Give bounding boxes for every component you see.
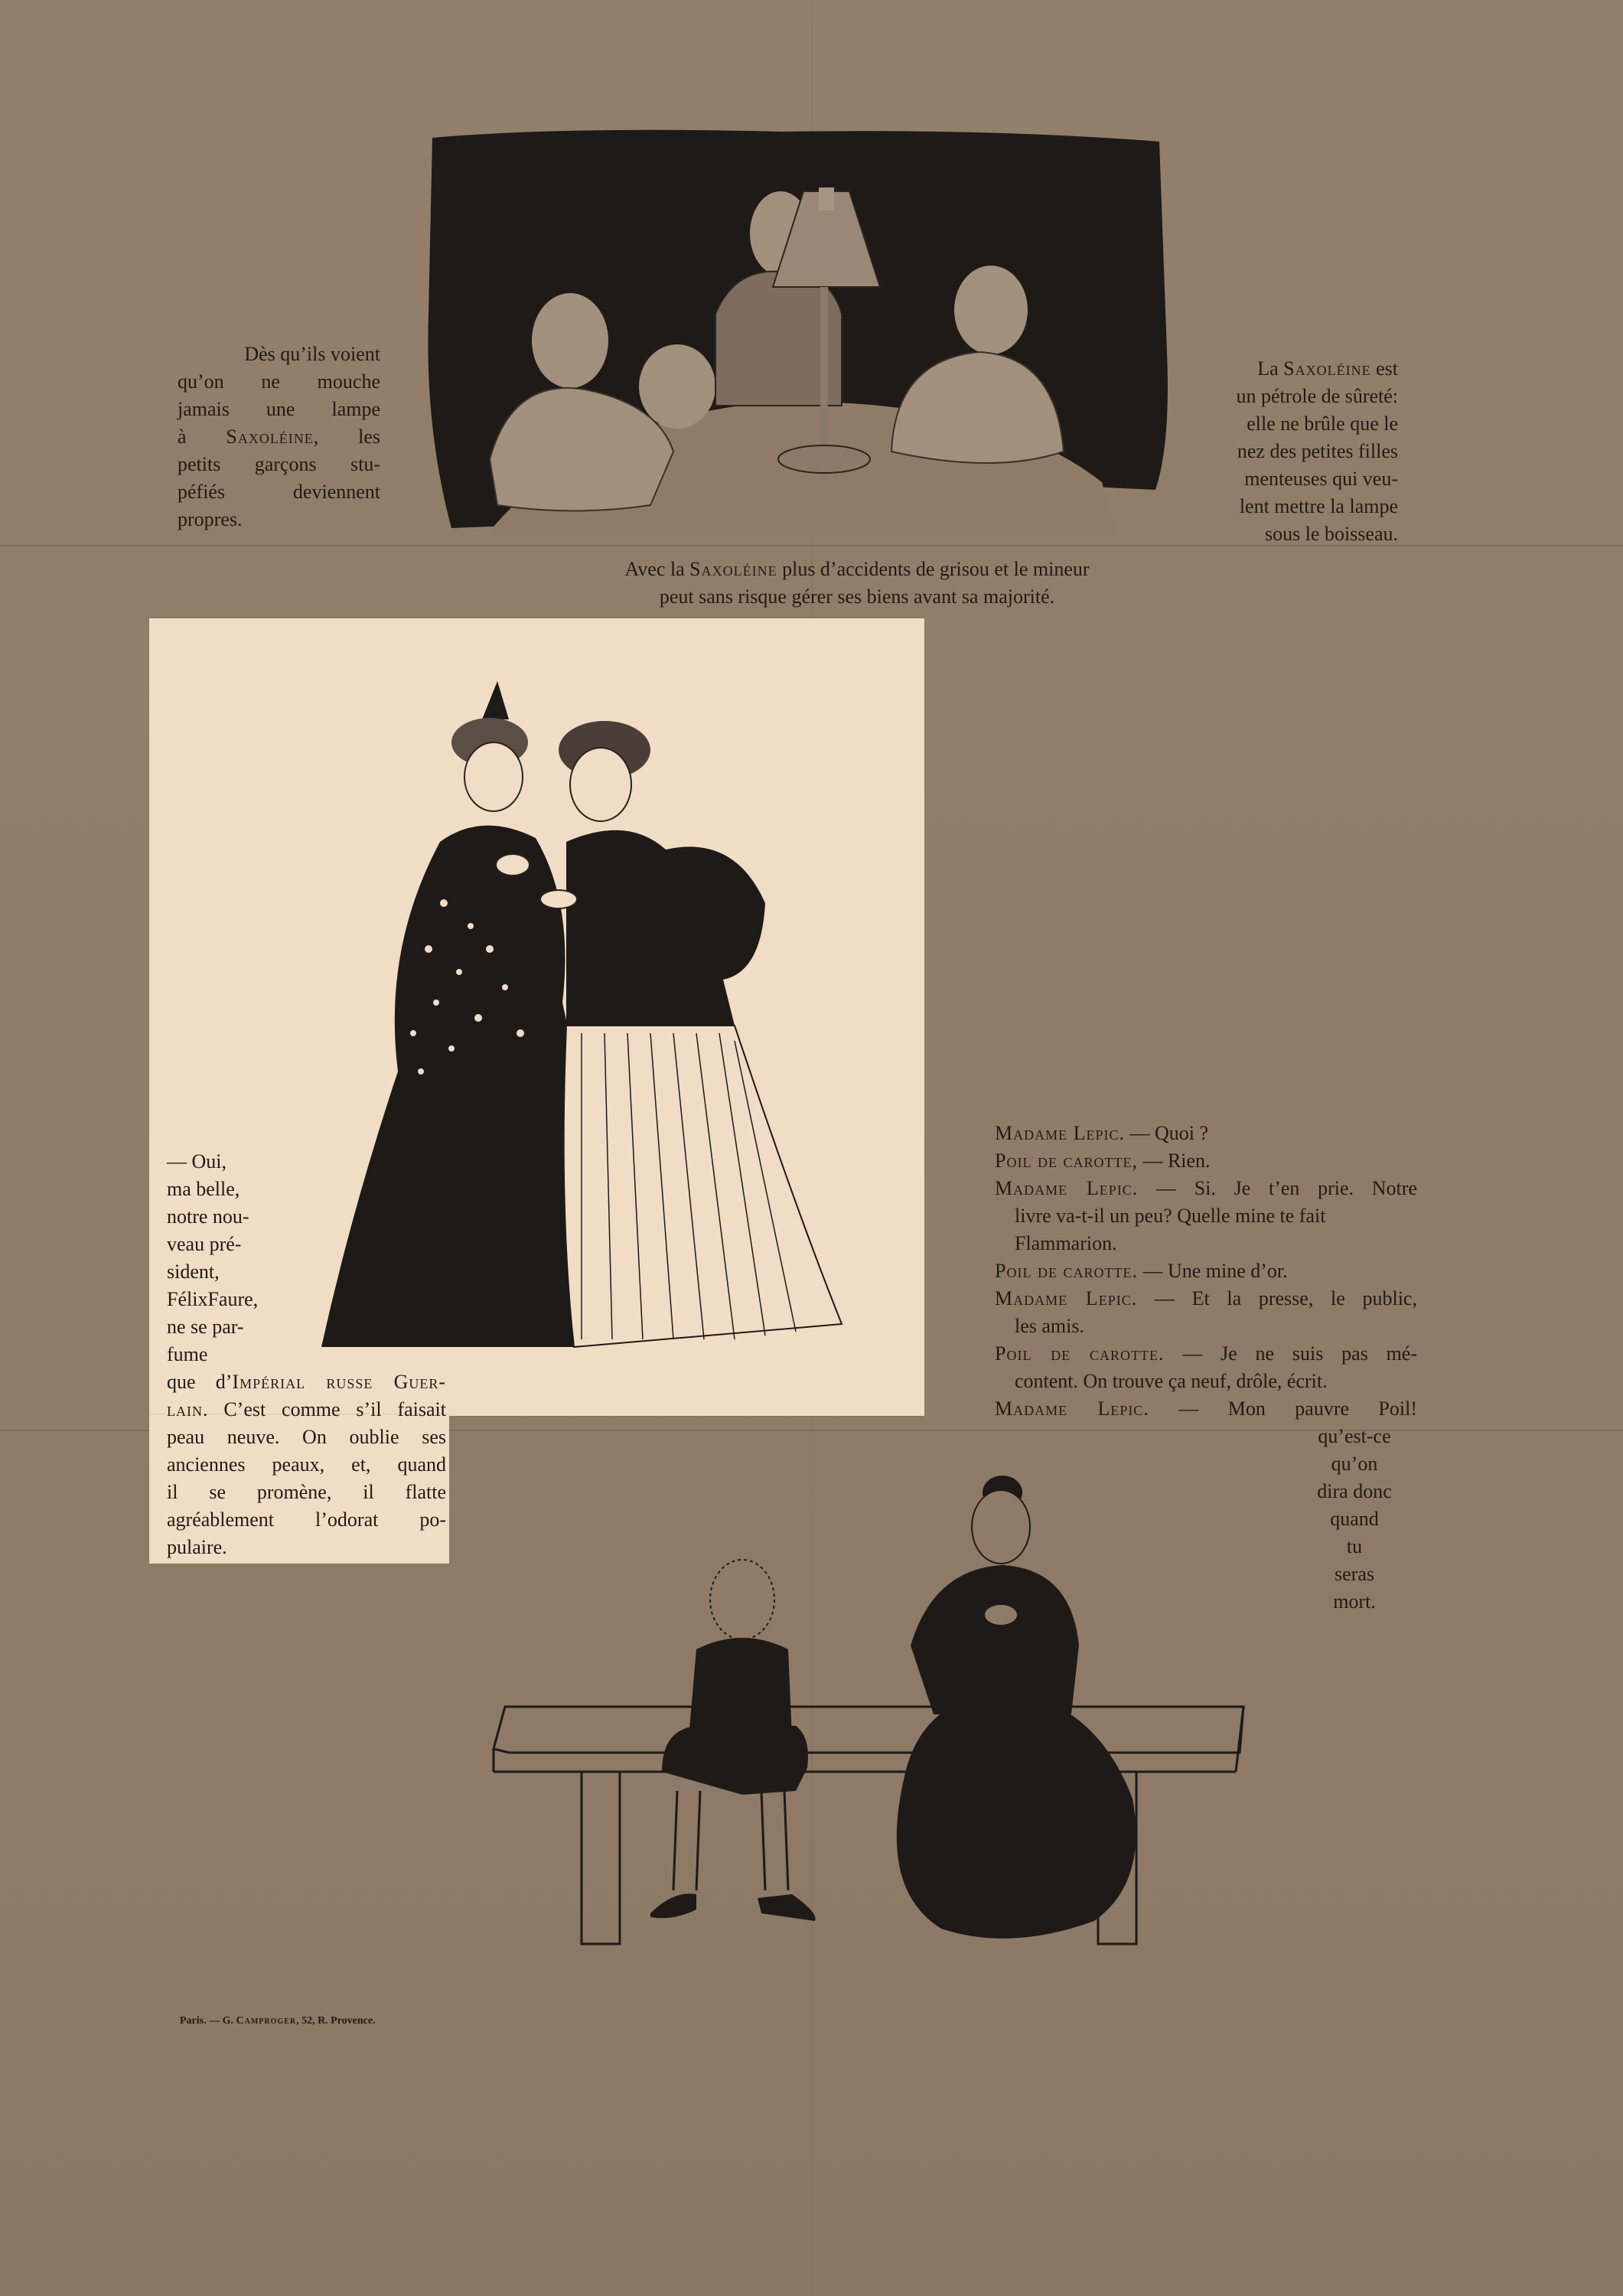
dialogue-line [995,1395,1417,1423]
dialogue-line [995,1285,1417,1313]
brand-name: Saxoléine [1283,357,1371,380]
brand-name: Saxoléine [689,558,777,580]
dialogue-line: dira donc [1317,1480,1392,1502]
caption-line: FélixFaure, [167,1288,259,1310]
speaker-name: Madame Lepic. [995,1177,1139,1199]
caption-line: elle ne brûle que le [1247,413,1398,435]
caption-line: sous le boisseau. [1264,523,1398,545]
caption-line [167,1396,446,1424]
caption-line: Dès qu’ils voient [244,343,380,365]
dialogue-line: content. On trouve ça neuf, drôle, écrit. [1015,1370,1328,1392]
dialogue-tail [1270,1423,1439,1616]
dialogue-line [995,1257,1417,1285]
caption-line: peau neuve. On oublie ses [167,1426,446,1448]
dialogue-text: — Mon pauvre Poil! [1149,1397,1417,1420]
speaker-name: Madame Lepic. [995,1287,1138,1309]
dialogue-line: qu’est-ce [1318,1425,1391,1447]
lamp-scene-illustration [413,122,1178,536]
dialogue-line: mort. [1333,1590,1376,1613]
imprint-text: , 52, R. Provence. [296,2015,376,2027]
dialogue-text: — Et la presse, le public, [1137,1287,1417,1309]
caption-line: agréablement l’odorat po- [167,1508,446,1531]
dialogue-text: — Quoi ? [1125,1122,1209,1144]
caption-line: nez des petites filles [1237,440,1398,462]
middle-left-caption [167,1148,446,1561]
dialogue-block [995,1120,1417,1423]
caption-line: qu’on ne mouche [178,370,380,393]
caption-line: peut sans risque gérer ses biens avant sa majorité. [659,585,1055,608]
caption-line: menteuses qui veu- [1244,468,1398,490]
caption-text: La [1257,357,1284,380]
dialogue-line: qu’on [1331,1453,1378,1475]
caption-text: à [178,426,227,448]
caption-line [1175,355,1398,383]
dialogue-line: seras [1335,1563,1374,1585]
imprint-text: Paris. — G. [180,2015,236,2027]
caption-text: plus d’accidents de grisou et le mineur [777,558,1090,580]
speaker-name: Madame Lepic. [995,1122,1126,1144]
caption-line: anciennes peaux, et, quand [167,1453,446,1476]
caption-line: lent mettre la lampe [1239,495,1398,517]
caption-line: sident, [167,1261,220,1283]
caption-text: que d’ [167,1371,233,1393]
brand-name: Impérial russe Guer- [232,1371,447,1393]
dialogue-line [995,1340,1417,1368]
brand-name: Saxoléine [226,426,314,448]
dialogue-line: quand [1330,1508,1379,1530]
caption-line: — Oui, [167,1150,227,1172]
caption-line: jamais une lampe [178,398,380,420]
caption-line: il se promène, il flatte [167,1481,446,1503]
dialogue-line: Flammarion. [1015,1232,1117,1254]
caption-line: propres. [178,508,243,530]
dialogue-text: — Si. Je t’en prie. Notre [1138,1177,1417,1199]
top-left-caption [178,341,380,533]
dialogue-text: — Je ne suis pas mé- [1164,1342,1417,1365]
caption-line: fume [167,1343,208,1365]
dialogue-line [995,1175,1417,1202]
caption-text: . C’est comme s’il faisait [203,1398,446,1420]
caption-line: notre nou- [167,1205,249,1228]
speaker-name: Poil de carotte. [995,1342,1165,1365]
caption-text: , les [313,426,380,448]
caption-line [429,556,1286,583]
dialogue-line [995,1120,1417,1147]
caption-line: un pétrole de sûreté: [1236,385,1398,407]
printer-name: Camproger [236,2015,297,2027]
printer-imprint [180,2014,376,2028]
dialogue-text: — Une mine d’or. [1137,1260,1288,1282]
top-right-caption [1175,355,1398,548]
caption-line: pulaire. [167,1536,227,1558]
dialogue-line: livre va-t-il un peu? Quelle mine te fait [1015,1205,1326,1227]
bench-scene-illustration [490,1431,1255,1998]
speaker-name: Poil de carotte, [995,1150,1138,1172]
caption-line [178,423,380,451]
speaker-name: Poil de carotte. [995,1260,1138,1282]
caption-line: péfiés deviennent [178,481,380,503]
dialogue-text: — Rien. [1137,1150,1211,1172]
dialogue-line: les amis. [1015,1315,1084,1337]
speaker-name: Madame Lepic. [995,1397,1149,1420]
dialogue-line: tu [1346,1535,1363,1557]
dialogue-line [995,1147,1417,1175]
brand-name: lain [167,1398,203,1420]
caption-line [167,1368,446,1396]
caption-text: est [1370,357,1398,380]
caption-text: Avec la [624,558,690,580]
caption-line: ma belle, [167,1178,240,1200]
caption-line: ne se par- [167,1316,244,1338]
top-center-caption [429,556,1286,611]
caption-line: petits garçons stu- [178,453,380,475]
caption-line: veau pré- [167,1233,242,1255]
